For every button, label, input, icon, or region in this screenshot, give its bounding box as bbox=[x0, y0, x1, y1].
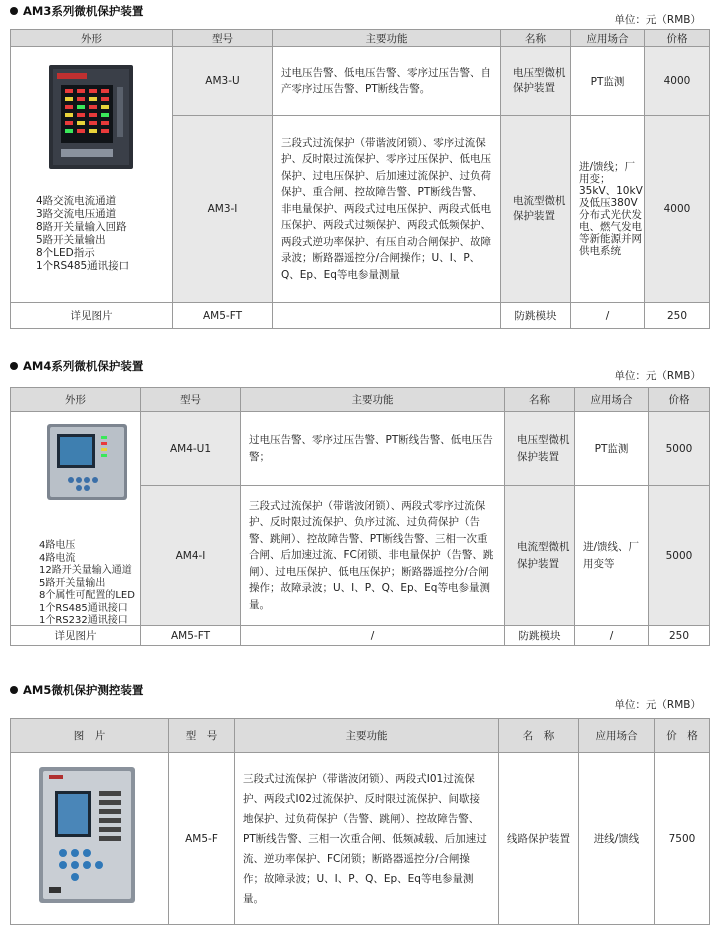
unit-label: 单位：元（RMB） bbox=[614, 370, 701, 382]
header-model: 型号 bbox=[173, 30, 273, 47]
price-cell: 4000 bbox=[645, 116, 710, 303]
header-application: 应用场合 bbox=[575, 388, 649, 412]
feature-item: 4路交流电流通道 bbox=[36, 195, 117, 207]
price-cell: 5000 bbox=[649, 412, 710, 486]
feature-item: 5路开关量输出 bbox=[36, 234, 106, 246]
price-cell: 250 bbox=[645, 303, 710, 329]
footer-label: 详见图片 bbox=[11, 303, 173, 329]
model-cell: AM5-FT bbox=[173, 303, 273, 329]
model-cell: AM4-U1 bbox=[141, 412, 241, 486]
footer-row bbox=[11, 626, 710, 646]
application-cell: 进/馈线、厂用变等 bbox=[575, 486, 649, 626]
bullet-icon bbox=[10, 362, 18, 370]
header-price: 价格 bbox=[649, 388, 710, 412]
application-cell: PT监测 bbox=[575, 412, 649, 486]
feature-item: 8路开关量输入回路 bbox=[36, 221, 127, 233]
unit-label: 单位：元（RMB） bbox=[614, 699, 701, 711]
feature-item: 1个RS485通讯接口 bbox=[39, 602, 128, 614]
application-cell: 进/馈线；厂用变；35kV、10kV及低压380V分布式光伏发电、燃气发电等新能源并网供电系统 bbox=[571, 116, 645, 303]
function-cell bbox=[273, 303, 501, 329]
table-row bbox=[11, 753, 710, 925]
model-cell: AM5-FT bbox=[141, 626, 241, 646]
function-cell: 三段式过流保护（带谐波闭锁）、两段式I01过流保护、两段式I02过流保护、反时限过流保护、间歇接地保护、过负荷保护（告警、跳闸）、控故障告警、PT断线告警、三相一次重合闸、低频减载、后加速过流、逆功率保护、FC闭锁；断路器遥控分/合闸操作；故障录波；U、I、P、Q、Ep、Eq等电参量测量。 bbox=[235, 753, 499, 925]
bullet-icon bbox=[10, 7, 18, 15]
section-title-am3: AM3系列微机保护装置 bbox=[10, 3, 143, 19]
feature-item: 5路开关量输出 bbox=[39, 577, 106, 589]
am4-device-image bbox=[47, 424, 127, 503]
application-cell: / bbox=[575, 626, 649, 646]
table-row bbox=[11, 47, 710, 116]
am3-features bbox=[36, 195, 129, 273]
name-cell: 电压型微机保护装置 bbox=[501, 47, 571, 116]
application-cell: PT监测 bbox=[571, 47, 645, 116]
feature-item: 1个RS485通讯接口 bbox=[36, 260, 130, 272]
am3-device-image bbox=[49, 65, 133, 172]
application-cell: / bbox=[571, 303, 645, 329]
product-cell bbox=[11, 412, 141, 626]
price-cell: 5000 bbox=[649, 486, 710, 626]
name-cell: 电流型微机保护装置 bbox=[501, 116, 571, 303]
am5-device-image bbox=[39, 767, 135, 906]
am3-table bbox=[10, 29, 710, 329]
price-cell: 7500 bbox=[655, 753, 710, 925]
function-cell: 三段式过流保护（带谐波闭锁）、两段式零序过流保护、反时限过流保护、负序过流、过负荷保护（告警、跳闸）、控故障告警、PT断线告警、三相一次重合闸、后加速过流、FC闭锁、非电量保护（告警、跳闸）、过电压保护、低电压保护；断路器遥控分/合闸操作；故障录波；U、I、P、Q、Ep、Eq等电参量测量。 bbox=[241, 486, 505, 626]
model-cell: AM4-I bbox=[141, 486, 241, 626]
footer-label: 详见图片 bbox=[11, 626, 141, 646]
feature-item: 8个LED指示 bbox=[36, 247, 95, 259]
unit-label: 单位：元（RMB） bbox=[614, 14, 701, 26]
am4-features bbox=[39, 540, 135, 628]
model-cell: AM3-U bbox=[173, 47, 273, 116]
header-appearance: 外形 bbox=[11, 30, 173, 47]
name-cell: 线路保护装置 bbox=[499, 753, 579, 925]
header-price: 价 格 bbox=[655, 719, 710, 753]
header-model: 型号 bbox=[141, 388, 241, 412]
header-function: 主要功能 bbox=[241, 388, 505, 412]
bullet-icon bbox=[10, 686, 18, 694]
header-name: 名称 bbox=[501, 30, 571, 47]
am4-table bbox=[10, 387, 710, 646]
feature-item: 8个属性可配置的LED bbox=[39, 590, 135, 601]
header-application: 应用场合 bbox=[579, 719, 655, 753]
product-cell bbox=[11, 753, 169, 925]
header-price: 价格 bbox=[645, 30, 710, 47]
function-cell: 过电压告警、零序过压告警、PT断线告警、低电压告警； bbox=[241, 412, 505, 486]
feature-item: 12路开关量输入通道 bbox=[39, 565, 132, 576]
name-cell: 防跳模块 bbox=[505, 626, 575, 646]
feature-item: 3路交流电压通道 bbox=[36, 208, 117, 220]
name-cell: 防跳模块 bbox=[501, 303, 571, 329]
model-cell: AM5-F bbox=[169, 753, 235, 925]
header-function: 主要功能 bbox=[273, 30, 501, 47]
name-cell: 电流型微机保护装置 bbox=[505, 486, 575, 626]
function-cell: 过电压告警、低电压告警、零序过压告警、自产零序过压告警、PT断线告警。 bbox=[273, 47, 501, 116]
header-model: 型 号 bbox=[169, 719, 235, 753]
application-cell: 进线/馈线 bbox=[579, 753, 655, 925]
name-cell: 电压型微机保护装置 bbox=[505, 412, 575, 486]
header-picture: 图 片 bbox=[11, 719, 169, 753]
model-cell: AM3-I bbox=[173, 116, 273, 303]
function-cell: 三段式过流保护（带谐波闭锁）、零序过流保护、反时限过流保护、零序过压保护、低电压保护、过电压保护、后加速过流保护、过负荷保护、重合闸、控故障告警、PT断线告警、非电量保护、两段式过电压保护、两段式低电压保护、两段式过频保护、两段式低频保护、两段式逆功率保护、有压自动合闸保护、故障录波；断路器遥控分/合闸操作；U、I、P、Q、Ep、Eq等电参量测量 bbox=[273, 116, 501, 303]
feature-item: 4路电流 bbox=[39, 552, 76, 564]
header-name: 名 称 bbox=[499, 719, 579, 753]
section-title-am4: AM4系列微机保护装置 bbox=[10, 358, 143, 374]
table-row bbox=[11, 412, 710, 486]
footer-row bbox=[11, 303, 710, 329]
feature-item: 1个RS232通讯接口 bbox=[39, 615, 128, 626]
header-appearance: 外形 bbox=[11, 388, 141, 412]
product-cell bbox=[11, 47, 173, 303]
header-name: 名称 bbox=[505, 388, 575, 412]
function-cell: / bbox=[241, 626, 505, 646]
header-function: 主要功能 bbox=[235, 719, 499, 753]
header-application: 应用场合 bbox=[571, 30, 645, 47]
am5-table bbox=[10, 718, 710, 925]
price-cell: 250 bbox=[649, 626, 710, 646]
section-title-am5: AM5微机保护测控装置 bbox=[10, 682, 143, 698]
price-cell: 4000 bbox=[645, 47, 710, 116]
feature-item: 4路电压 bbox=[39, 540, 76, 551]
